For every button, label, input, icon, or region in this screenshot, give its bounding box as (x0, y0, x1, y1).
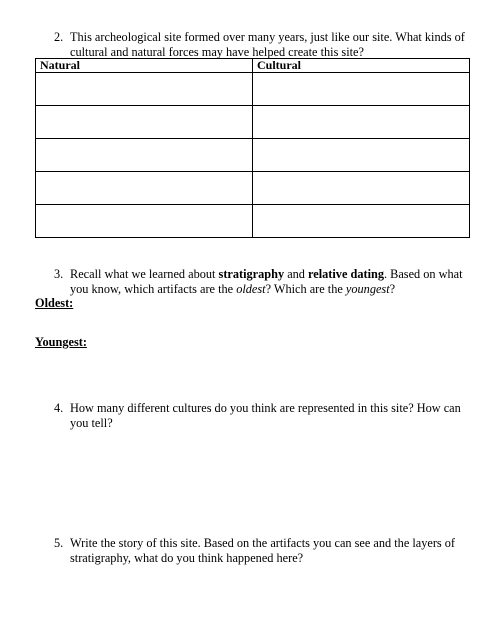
natural-cell[interactable] (36, 106, 253, 139)
question-3-text (70, 267, 474, 297)
table-header-row (36, 59, 470, 73)
q3-text-part: ? (389, 282, 396, 296)
cultural-cell[interactable] (253, 106, 470, 139)
table-row (36, 73, 470, 106)
cultural-cell[interactable] (253, 139, 470, 172)
natural-cell[interactable] (36, 73, 253, 106)
question-5-text: Write the story of this site. Based on the artifacts you can see and the layers of stratigraphy, what do you think happened here? (70, 536, 456, 565)
table-row (36, 139, 470, 172)
cultural-cell[interactable] (253, 205, 470, 238)
q3-text-part: and (284, 267, 309, 281)
question-3 (54, 267, 474, 297)
table-row (36, 172, 470, 205)
q3-text-part: ? Which are the (265, 282, 346, 296)
relative-dating-term: relative dating (308, 267, 384, 281)
question-4-number: 4. (54, 401, 64, 415)
q3-text-part: Recall what we learned about (70, 267, 219, 281)
question-2 (54, 30, 474, 60)
oldest-label: Oldest: (35, 296, 74, 310)
youngest-term: youngest (345, 282, 390, 296)
natural-cell[interactable] (36, 205, 253, 238)
table-row (36, 205, 470, 238)
question-5-number: 5. (54, 536, 64, 550)
forces-table (35, 58, 470, 238)
cultural-cell[interactable] (253, 73, 470, 106)
question-4-text: How many different cultures do you think are represented in this site? How can you tell? (70, 401, 461, 430)
natural-cell[interactable] (36, 172, 253, 205)
youngest-label: Youngest: (35, 335, 87, 349)
table-row (36, 106, 470, 139)
question-5 (54, 536, 474, 566)
oldest-term: oldest (236, 282, 266, 296)
question-2-text: This archeological site formed over many years, just like our site. What kinds of cultural and natural forces may have helped create this site? (70, 30, 465, 59)
natural-cell[interactable] (36, 139, 253, 172)
question-3-number: 3. (54, 267, 64, 281)
header-natural: Natural (36, 59, 253, 73)
question-2-number: 2. (54, 30, 64, 44)
question-4 (54, 401, 474, 431)
header-cultural: Cultural (253, 59, 470, 73)
cultural-cell[interactable] (253, 172, 470, 205)
stratigraphy-term: stratigraphy (218, 267, 285, 281)
q3-text-part: . Based on what you know, which artifacts are the (70, 267, 463, 296)
